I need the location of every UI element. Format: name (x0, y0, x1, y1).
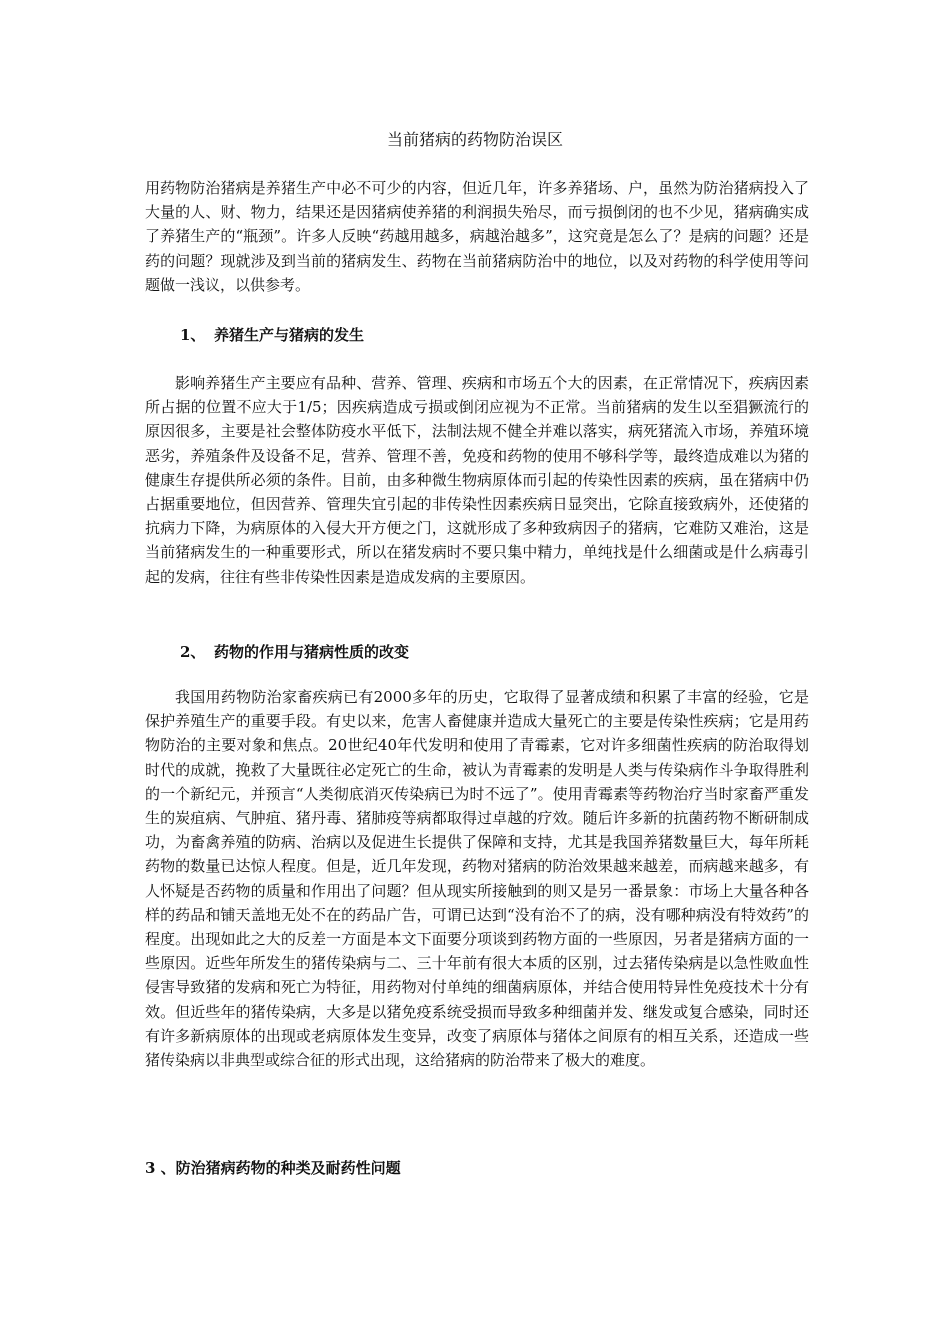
section-3-number: 3 (145, 1159, 156, 1177)
section-1-title: 养猪生产与猪病的发生 (214, 326, 365, 344)
section-1-number: 1、 (180, 326, 206, 344)
section-1-paragraph: 影响养猪生产主要应有品种、营养、管理、疾病和市场五个大的因素，在正常情况下，疾病因素所占据的位置不应大于1/5；因疾病造成亏损或倒闭应视为不正常。当前猪病的发生以至猖獗流行的原因很多，主要是社会整体防疫水平低下，法制法规不健全并难以落实，病死猪流入市场，养殖环境恶劣，养殖条件及设备不足，营养、管理不善，免疫和药物的使用不够科学等，最终造成难以为猪的健康生存提供所必须的条件。目前，由多种微生物病原体而引起的传染性因素的疾病，虽在猪病中仍占据重要地位，但因营养、管理失宜引起的非传染性因素疾病日显突出，它除直接致病外，还使猪的抗病力下降，为病原体的入侵大开方便之门，这就形成了多种致病因子的猪病，它难防又难治，这是当前猪病发生的一种重要形式，所以在猪发病时不要只集中精力，单纯找是什么细菌或是什么病毒引起的发病，往往有些非传染性因素是造成发病的主要原因。 (145, 374, 809, 586)
section-2-heading (180, 641, 409, 663)
section-2-title: 药物的作用与猪病性质的改变 (214, 643, 410, 661)
intro-paragraph: 用药物防治猪病是养猪生产中必不可少的内容，但近几年，许多养猪场、户，虽然为防治猪病投入了大量的人、财、物力，结果还是因猪病使养猪的利润损失殆尽，而亏损倒闭的也不少见，猪病确实成了养猪生产的“瓶颈”。许多人反映“药越用越多，病越治越多”，这究竟是怎么了？是病的问题？还是药的问题？现就涉及到当前的猪病发生、药物在当前猪病防治中的地位，以及对药物的科学使用等问题做一浅议，以供参考。 (145, 179, 809, 294)
section-3-heading (145, 1157, 401, 1179)
section-3-title: 、防治猪病药物的种类及耐药性问题 (160, 1159, 401, 1177)
section-2-paragraph: 我国用药物防治家畜疾病已有2000多年的历史，它取得了显著成绩和积累了丰富的经验，它是保护养殖生产的重要手段。有史以来，危害人畜健康并造成大量死亡的主要是传染性疾病；它是用药物防治的主要对象和焦点。20世纪40年代发明和使用了青霉素，它对许多细菌性疾病的防治取得划时代的成就，挽救了大量既往必定死亡的生命，被认为青霉素的发明是人类与传染病作斗争取得胜利的一个新纪元，并预言“人类彻底消灭传染病已为时不远了”。使用青霉素等药物治疗当时家畜严重发生的炭疽病、气肿疽、猪丹毒、猪肺疫等病都取得过卓越的疗效。随后许多新的抗菌药物不断研制成功，为畜禽养殖的防病、治病以及促进生长提供了保障和支持，尤其是我国养猪数量巨大，每年所耗药物的数量已达惊人程度。但是，近几年发现，药物对猪病的防治效果越来越差，而病越来越多，有人怀疑是否药物的质量和作用出了问题？但从现实所接触到的则又是另一番景象：市场上大量各种各样的药品和铺天盖地无处不在的药品广告，可谓已达到“没有治不了的病，没有哪种病没有特效药”的程度。出现如此之大的反差一方面是本文下面要分项谈到药物方面的一些原因，另者是猪病方面的一些原因。近些年所发生的猪传染病与二、三十年前有很大本质的区别，过去猪传染病是以急性败血性侵害导致猪的发病和死亡为特征，用药物对付单纯的细菌病原体，并结合使用特异性免疫技术十分有效。但近些年的猪传染病，大多是以猪免疫系统受损而导致多种细菌并发、继发或复合感染，同时还有许多新病原体的出现或老病原体发生变异，改变了病原体与猪体之间原有的相互关系，还造成一些猪传染病以非典型或综合征的形式出现，这给猪病的防治带来了极大的难度。 (145, 688, 809, 1070)
document-title: 当前猪病的药物防治误区 (386, 130, 563, 149)
section-1-heading (180, 324, 364, 346)
section-2-number: 2、 (180, 643, 206, 661)
